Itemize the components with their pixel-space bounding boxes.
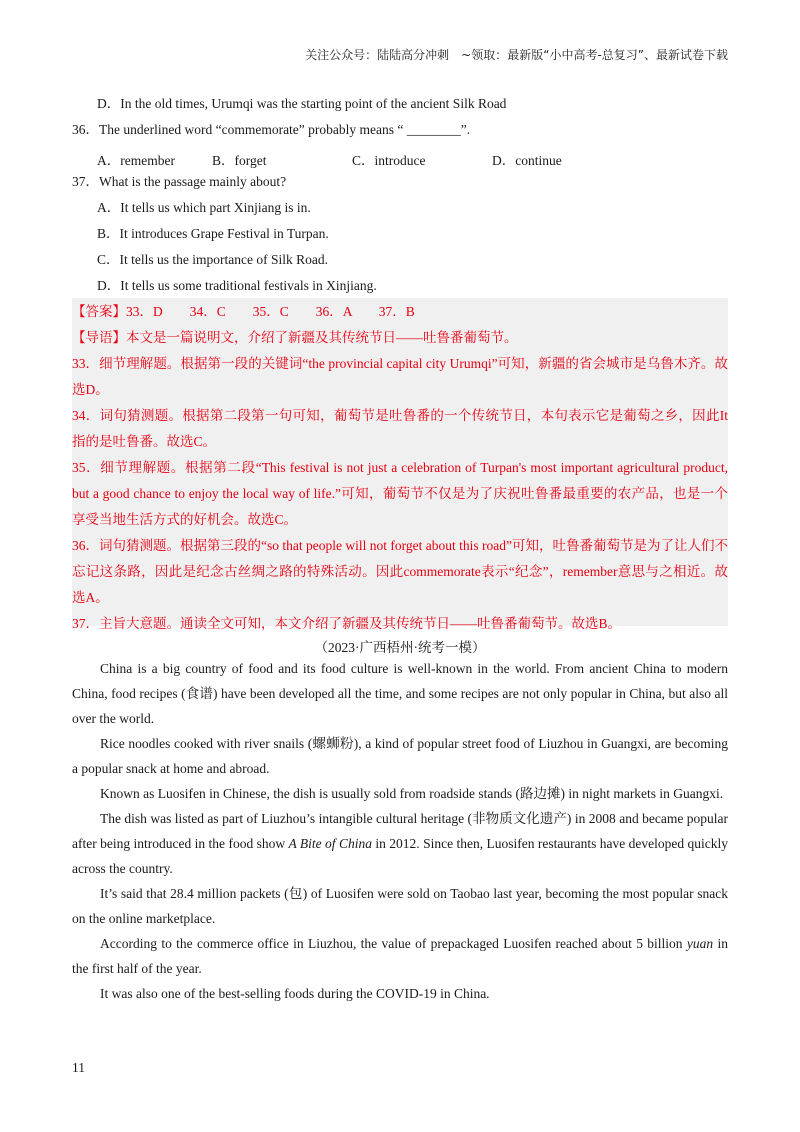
p4-text-before: The dish was listed as part of Liuzhou’s intangible cultural heritage (非物质文化遗产) in 2008 and became popular after being introduced in the food show	[72, 811, 728, 851]
q37-option-d: D．It tells us some traditional festivals in Xinjiang.	[97, 278, 377, 293]
passage-paragraph-2: Rice noodles cooked with river snails (螺蛳粉), a kind of popular street food of Liuzhou in Guangxi, are becoming a popular snack at home and abroad.	[72, 736, 728, 776]
q36-stem: 36．The underlined word “commemorate” probably means “ ________”.	[72, 122, 471, 137]
explanation-33: 33．细节理解题。根据第一段的关键词“the provincial capital city Urumqi”可知，新疆的省会城市是乌鲁木齐。故选D。	[72, 356, 728, 397]
prev-option-d: D．In the old times, Urumqi was the starting point of the ancient Silk Road	[97, 96, 507, 111]
q37-option-a: A．It tells us which part Xinjiang is in.	[97, 200, 311, 215]
q36-option-b: B．forget	[212, 153, 267, 168]
q37-option-b: B．It introduces Grape Festival in Turpan.	[97, 226, 329, 241]
passage-paragraph-1: China is a big country of food and its food culture is well-known in the world. From ancient China to modern China, food recipes (食谱) have been developed all the time, and some recipes are not only popular in China, but also all over the world.	[72, 661, 728, 726]
explanation-34: 34．词句猜测题。根据第二段第一句可知，葡萄节是吐鲁番的一个传统节日，本句表示它是葡萄之乡，因此It指的是吐鲁番。故选C。	[72, 408, 728, 449]
passage-paragraph-5: It’s said that 28.4 million packets (包) of Luosifen were sold on Taobao last year, becoming the most popular snack on the online marketplace.	[72, 886, 728, 926]
p4-text-after: in 2012. Since then, Luosifen restaurants have developed quickly across the country.	[72, 836, 729, 876]
explanation-35: 35．细节理解题。根据第二段“This festival is not just a celebration of Turpan's most important agricultural product, but a good chance to enjoy the local way of life.”可知，葡萄节不仅是为了庆祝吐鲁番最重要的农产品，也是一个享受当地生活方式的好机会。故选C。	[72, 460, 728, 527]
answer-line: 【答案】33．D 34．C 35．C 36．A 37．B	[72, 304, 415, 319]
reading-passage	[72, 656, 728, 1006]
q36-option-d: D．continue	[492, 153, 562, 168]
source-line: （2023·广西梧州·统考一模）	[314, 640, 486, 655]
show-title: A Bite of China	[288, 836, 372, 851]
q37-option-c: C．It tells us the importance of Silk Road.	[97, 252, 328, 267]
explanation-37: 37．主旨大意题。通读全文可知，本文介绍了新疆及其传统节日——吐鲁番葡萄节。故选B。	[72, 616, 622, 631]
passage-paragraph-7: It was also one of the best-selling foods during the COVID-19 in China.	[100, 986, 490, 1001]
passage-paragraph-3: Known as Luosifen in Chinese, the dish is usually sold from roadside stands (路边摊) in night markets in Guangxi.	[100, 786, 724, 801]
p6-text-before: According to the commerce office in Liuzhou, the value of prepackaged Luosifen reached about 5 billion	[100, 936, 687, 951]
page-number: 11	[72, 1060, 85, 1075]
p6-text-after: in the first half of the year.	[72, 936, 728, 976]
currency-word: yuan	[686, 936, 714, 951]
guide-line: 【导语】本文是一篇说明文，介绍了新疆及其传统节日——吐鲁番葡萄节。	[72, 330, 518, 345]
q37-stem: 37．What is the passage mainly about?	[72, 174, 287, 189]
q36-option-a: A．remember	[97, 153, 175, 168]
passage-paragraph-6	[72, 931, 728, 981]
explanation-36: 36．词句猜测题。根据第三段的“so that people will not forget about this road”可知，吐鲁番葡萄节是为了让人们不忘记这条路，因此是纪念古丝绸之路的特殊活动。因此commemorate表示“纪念”，remember意思与之相近。故选A。	[72, 538, 728, 605]
header-note: 关注公众号：陆陆高分冲刺 ~领取：最新版“小中高考-总复习”、最新试卷下载	[305, 48, 728, 62]
passage-paragraph-4	[72, 806, 728, 881]
q36-option-c: C．introduce	[352, 153, 426, 168]
answer-key	[72, 299, 728, 637]
